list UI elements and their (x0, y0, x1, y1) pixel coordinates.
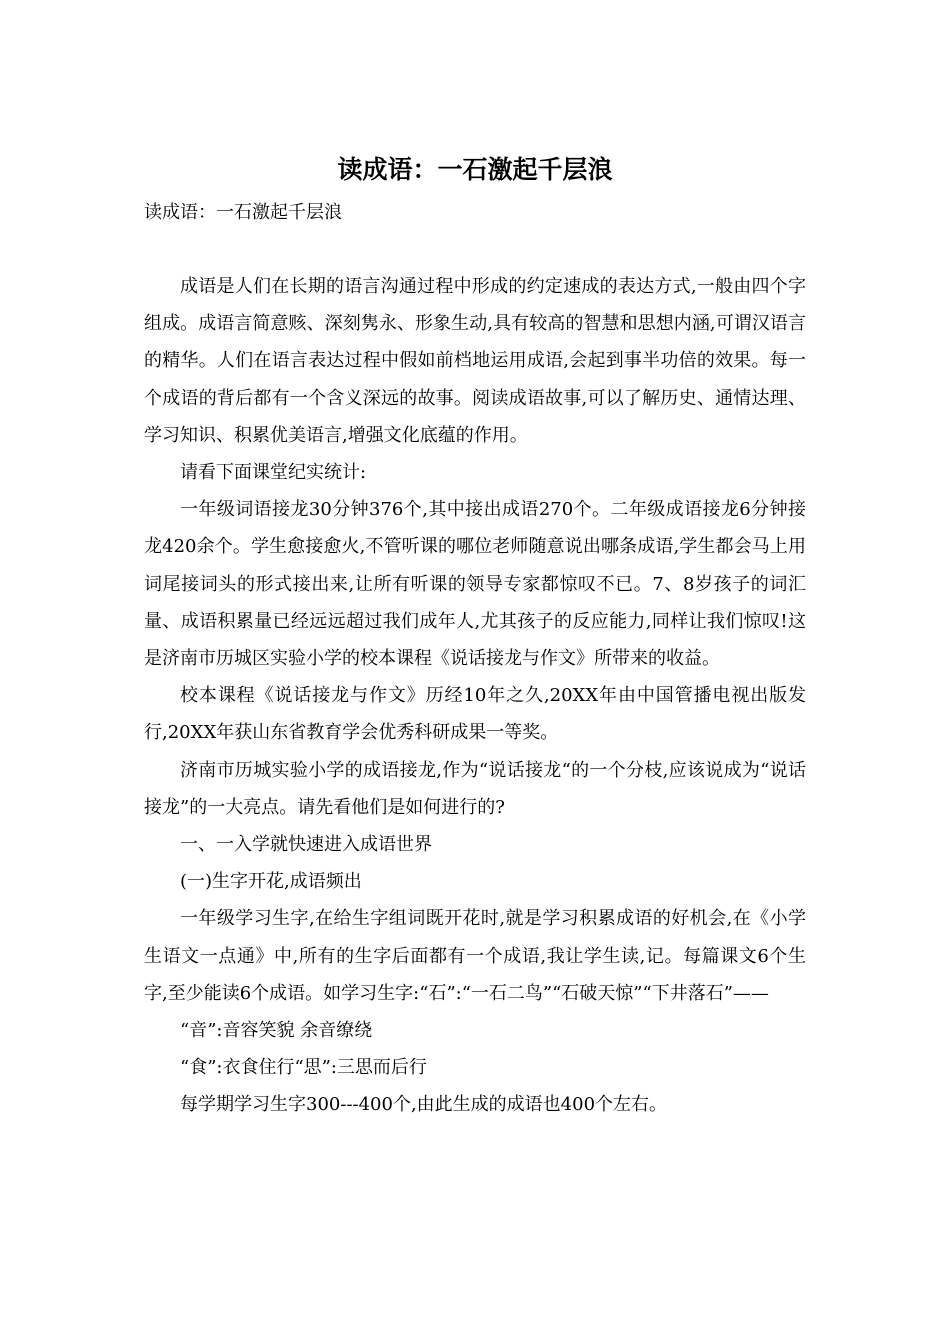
subsection-heading-1: (一)生字开花,成语频出 (180, 871, 362, 893)
document-subtitle: 读成语：一石激起千层浪 (144, 202, 342, 223)
example-line-yin: “音”:音容笑貌 余音缭绕 (180, 1020, 373, 1042)
document-title: 读成语：一石激起千层浪 (337, 155, 613, 184)
paragraph-stats-lead: 请看下面课堂纪实统计: (180, 462, 367, 484)
section-heading-1: 一、一入学就快速进入成语世界 (180, 834, 432, 856)
paragraph-course-history: 校本课程《说话接龙与作文》历经10年之久,20XX年由中国管播电视出版发行,20XX年获山东省教育学会优秀科研成果一等奖。 (144, 685, 806, 744)
example-line-shi-si: “食”:衣食住行“思”:三思而后行 (180, 1057, 427, 1079)
paragraph-semester-count: 每学期学习生字300---400个,由此生成的成语也400个左右。 (180, 1094, 668, 1116)
document-body (144, 268, 806, 1124)
paragraph-stats: 一年级词语接龙30分钟376个,其中接出成语270个。二年级成语接龙6分钟接龙420余个。学生愈接愈火,不管听课的哪位老师随意说出哪条成语,学生都会马上用词尾接词头的形式接出来,让所有听课的领导专家都惊叹不已。7、8岁孩子的词汇量、成语积累量已经远远超过我们成年人,尤其孩子的反应能力,同样让我们惊叹!这是济南市历城区实验小学的校本课程《说话接龙与作文》所带来的收益。 (144, 499, 806, 670)
paragraph-intro: 成语是人们在长期的语言沟通过程中形成的约定速成的表达方式,一般由四个字组成。成语言简意赅、深刻隽永、形象生动,具有较高的智慧和思想内涵,可谓汉语言的精华。人们在语言表达过程中假如前档地运用成语,会起到事半功倍的效果。每一个成语的背后都有一个含义深远的故事。阅读成语故事,可以了解历史、通情达理、学习知识、积累优美语言,增强文化底蕴的作用。 (144, 276, 806, 446)
paragraph-character-learning: 一年级学习生字,在给生字组词既开花时,就是学习积累成语的好机会,在《小学生语文一点通》中,所有的生字后面都有一个成语,我让学生读,记。每篇课文6个生字,至少能读6个成语。如学习生字:“石”:“一石二鸟”“石破天惊”“下井落石”—— (144, 908, 806, 1004)
paragraph-school-intro: 济南市历城实验小学的成语接龙,作为“说话接龙“的一个分枝,应该说成为“说话接龙”的一大亮点。请先看他们是如何进行的? (144, 759, 806, 818)
